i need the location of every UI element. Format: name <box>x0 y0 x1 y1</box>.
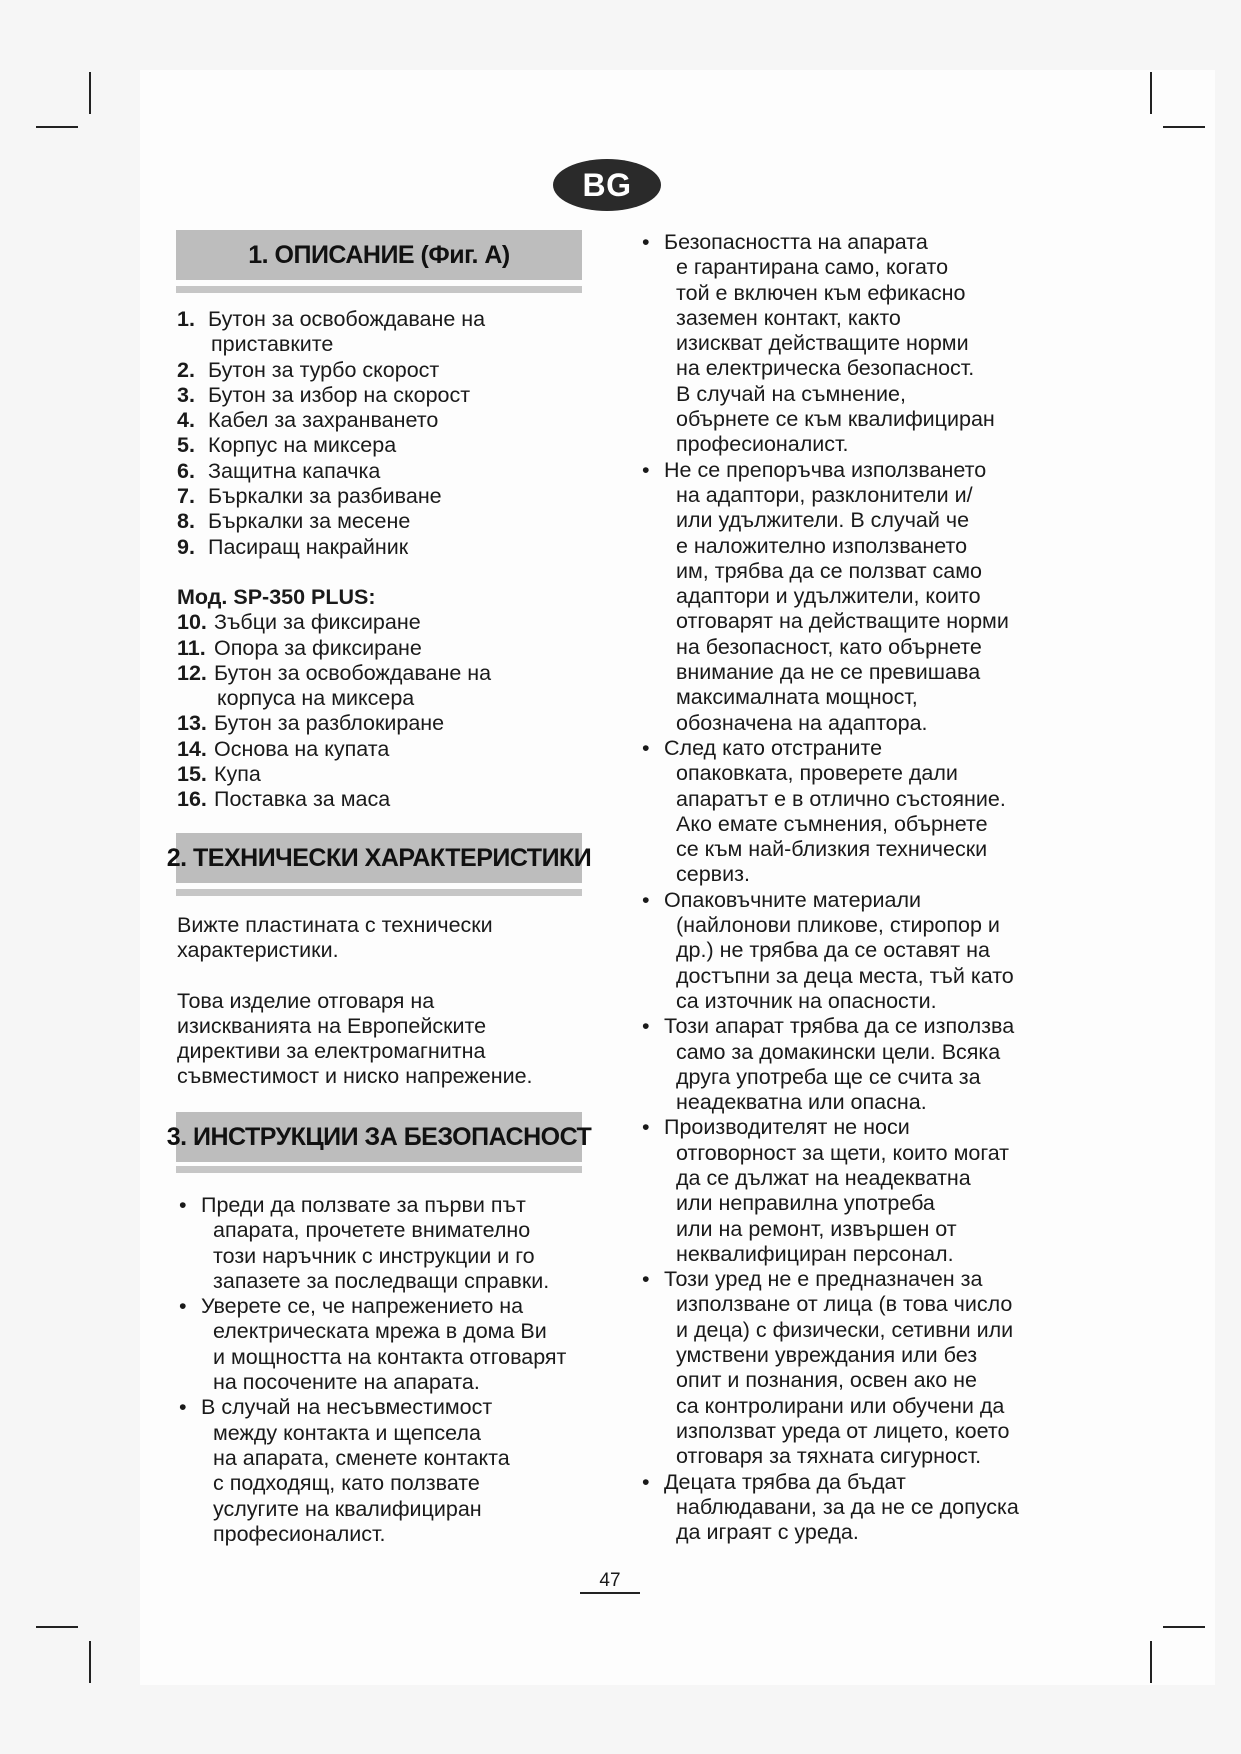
item-number: 9. <box>177 534 195 559</box>
bullet-item <box>640 1267 1080 1469</box>
item-number: 7. <box>177 484 195 509</box>
bullet-text: и деца) с физически, сетивни или <box>676 1317 1014 1342</box>
section-title: 2. ТЕХНИЧЕСКИ ХАРАКТЕРИСТИКИ <box>166 843 592 872</box>
item-text: Основа на купата <box>214 736 390 761</box>
item-text: Опора за фиксиране <box>214 635 422 660</box>
list-item <box>177 762 607 787</box>
item-text: Бутон за освобождаване на <box>208 307 486 331</box>
bullet-text: • Уверете се, че напрежението на <box>201 1294 524 1319</box>
item-text: корпуса на миксера <box>217 686 415 711</box>
model-parts-list <box>177 610 607 812</box>
bullet-text: на посочените на апарата. <box>213 1370 480 1395</box>
bullet-text: • Производителят не носи <box>664 1115 910 1140</box>
bullet-text: на електрическа безопасност. <box>676 356 975 381</box>
section-title: 1. ОПИСАНИЕ (Фиг. A) <box>248 240 510 269</box>
bullet-text: (найлонови пликове, стиропор и <box>676 913 1000 938</box>
bullet-text: • Този уред не е предназначен за <box>664 1267 983 1292</box>
bullet-text: да играят с уреда. <box>676 1520 859 1545</box>
bullet-text: само за домакински цели. Всяка <box>676 1039 1001 1064</box>
bullet-item <box>640 1115 1080 1267</box>
item-text: приставките <box>211 332 334 357</box>
item-number: 2. <box>177 357 195 382</box>
item-text: Купа <box>214 762 261 787</box>
bullet-text: използват уреда от лицето, което <box>676 1418 1010 1443</box>
crop-mark <box>1150 72 1152 114</box>
item-text: Пасиращ накрайник <box>208 534 409 559</box>
list-item <box>177 787 607 812</box>
item-number: 13. <box>177 711 207 736</box>
crop-mark <box>89 1641 91 1683</box>
bullet-text: отговорност за щети, които могат <box>676 1140 1010 1165</box>
bullet-text: изискват действащите норми <box>676 331 969 356</box>
item-number: 5. <box>177 433 195 458</box>
bullet-text: обозначена на адаптора. <box>676 710 928 735</box>
bullet-text: или неправилна употреба <box>676 1191 935 1216</box>
list-item <box>177 509 607 534</box>
bullet-item <box>640 888 1080 1014</box>
item-text: Защитна капачка <box>208 458 381 483</box>
safety-bullets-left <box>177 1193 607 1547</box>
item-number: 10. <box>177 610 207 635</box>
item-text: Бъркалки за разбиване <box>208 484 442 509</box>
item-text: Поставка за маса <box>214 787 391 812</box>
technical-paragraph-1: Вижте пластината с технически характеристики. <box>177 913 493 963</box>
bullet-text: този наръчник с инструкции и го <box>213 1243 535 1268</box>
bullet-text: им, трябва да се ползват само <box>676 558 982 583</box>
bullet-text: друга употреба ще се счита за <box>676 1064 981 1089</box>
section-divider <box>176 889 582 896</box>
bullet-text: внимание да не се превишава <box>676 660 981 685</box>
bullet-text: запазете за последващи справки. <box>213 1268 550 1293</box>
bullet-text: • Преди да ползвате за първи път <box>201 1193 526 1217</box>
bullet-text: неадекватна или опасна. <box>676 1090 927 1115</box>
bullet-text: опаковката, проверете дали <box>676 761 958 786</box>
bullet-text: е гарантирана само, когато <box>676 255 949 280</box>
section-title: 3. ИНСТРУКЦИИ ЗА БЕЗОПАСНОСТ <box>166 1122 592 1151</box>
crop-mark <box>1150 1641 1152 1683</box>
section-header-technical <box>166 833 592 883</box>
item-text: Бъркалки за месене <box>208 509 411 534</box>
language-badge: BG <box>553 159 661 211</box>
list-item <box>177 737 607 762</box>
item-text: Корпус на миксера <box>208 433 397 458</box>
bullet-text: апаратът е в отлично състояние. <box>676 786 1006 811</box>
bullet-text: умствени увреждания или без <box>676 1343 978 1368</box>
bullet-text: обърнете се към квалифициран <box>676 407 995 432</box>
bullet-text: адаптори и удължители, които <box>676 584 981 609</box>
list-item <box>177 535 607 560</box>
list-item <box>177 433 607 458</box>
list-item <box>177 383 607 408</box>
section-divider <box>176 286 582 293</box>
list-item <box>177 610 607 635</box>
bullet-text: сервиз. <box>676 862 750 887</box>
bullet-text: отговаря за тяхната сигурност. <box>676 1444 982 1469</box>
crop-mark <box>1163 126 1205 128</box>
item-number: 3. <box>177 382 195 407</box>
bullet-item <box>640 458 1080 736</box>
bullet-text: използване от лица (в това число <box>676 1292 1013 1317</box>
list-item <box>177 484 607 509</box>
bullet-text: неквалифициран персонал. <box>676 1241 954 1266</box>
technical-paragraph-2: Това изделие отговаря на изискванията на Европейските директиви за електромагнитна съвместимост и ниско напрежение. <box>177 988 533 1089</box>
bullet-text: професионалист. <box>213 1521 386 1546</box>
bullet-item <box>177 1294 607 1395</box>
bullet-text: на безопасност, като обърнете <box>676 634 982 659</box>
bullet-text: или на ремонт, извършен от <box>676 1216 957 1241</box>
bullet-item <box>177 1193 607 1294</box>
technical-text-block <box>177 913 607 1090</box>
item-text: Бутон за освобождаване на <box>214 660 492 685</box>
list-item <box>177 661 607 712</box>
crop-mark <box>1163 1626 1205 1628</box>
bullet-item <box>177 1395 607 1547</box>
item-text: Бутон за разблокиране <box>214 711 445 736</box>
bullet-text: се към най-близкия технически <box>676 837 988 862</box>
bullet-text: професионалист. <box>676 432 849 457</box>
list-item <box>177 358 607 383</box>
bullet-text: • Този апарат трябва да се използва <box>664 1014 1015 1039</box>
item-number: 8. <box>177 509 195 534</box>
bullet-text: • Безопасността на апарата <box>664 230 928 254</box>
item-text: Бутон за турбо скорост <box>208 357 440 382</box>
bullet-text: В случай на съмнение, <box>676 381 906 406</box>
crop-mark <box>36 1626 78 1628</box>
bullet-item <box>640 1470 1080 1546</box>
item-text: Кабел за захранването <box>208 408 439 433</box>
list-item <box>177 636 607 661</box>
bullet-text: са контролирани или обучени да <box>676 1393 1005 1418</box>
bullet-text: • Децата трябва да бъдат <box>664 1469 906 1494</box>
bullet-item <box>640 230 1080 458</box>
item-number: 15. <box>177 762 207 787</box>
item-number: 16. <box>177 787 207 812</box>
item-number: 12. <box>177 660 207 685</box>
bullet-text: • В случай на несъвместимост <box>201 1395 493 1420</box>
safety-right-column <box>640 230 1080 1545</box>
section-header-description <box>176 230 582 280</box>
bullet-text: да се дължат на неадекватна <box>676 1165 971 1190</box>
parts-list <box>177 307 607 560</box>
bullet-text: наблюдавани, за да не се допуска <box>676 1494 1019 1519</box>
bullet-text: на апарата, сменете контакта <box>213 1445 510 1470</box>
list-item <box>177 307 607 358</box>
bullet-text: на адаптори, разклонители и/ <box>676 482 973 507</box>
section-header-safety <box>166 1112 592 1162</box>
item-text: Бутон за избор на скорост <box>208 382 471 407</box>
bullet-text: услугите на квалифициран <box>213 1496 482 1521</box>
bullet-text: Ако емате съмнения, обърнете <box>676 811 988 836</box>
bullet-text: с подходящ, като ползвате <box>213 1471 480 1496</box>
bullet-text: са източник на опасности. <box>676 988 937 1013</box>
bullet-text: е наложително използването <box>676 533 968 558</box>
bullet-text: между контакта и щепсела <box>213 1420 481 1445</box>
model-heading: Мод. SP-350 PLUS: <box>177 584 376 609</box>
bullet-text: или удължители. В случай че <box>676 508 970 533</box>
bullet-text: и мощността на контакта отговарят <box>213 1344 567 1369</box>
bullet-text: • След като отстраните <box>664 735 883 760</box>
bullet-text: електрическата мрежа в дома Ви <box>213 1319 547 1344</box>
bullet-text: • Опаковъчните материали <box>664 887 922 912</box>
list-item <box>177 459 607 484</box>
item-number: 11. <box>177 635 206 660</box>
section-divider <box>176 1166 582 1173</box>
bullet-text: достъпни за деца места, тъй като <box>676 963 1014 988</box>
item-text: Зъбци за фиксиране <box>214 610 421 635</box>
bullet-item <box>640 1014 1080 1115</box>
bullet-text: апарата, прочетете внимателно <box>213 1218 531 1243</box>
bullet-text: заземен контакт, както <box>676 305 901 330</box>
bullet-text: максималната мощност, <box>676 685 918 710</box>
page-number: 47 <box>580 1570 640 1594</box>
bullet-text: • Не се препоръчва използването <box>664 457 987 482</box>
item-number: 1. <box>177 307 195 331</box>
safety-left-column <box>177 1193 607 1547</box>
list-item <box>177 711 607 736</box>
crop-mark <box>89 72 91 114</box>
bullet-text: отговарят на действащите норми <box>676 609 1009 634</box>
description-list-block <box>177 307 607 813</box>
list-item <box>177 408 607 433</box>
bullet-item <box>640 736 1080 888</box>
bullet-text: опит и познания, освен ако не <box>676 1368 977 1393</box>
bullet-text: др.) не трябва да се оставят на <box>676 938 990 963</box>
item-number: 4. <box>177 408 195 433</box>
item-number: 14. <box>177 736 207 761</box>
item-number: 6. <box>177 458 195 483</box>
safety-bullets-right <box>640 230 1080 1545</box>
bullet-text: той е включен към ефикасно <box>676 280 966 305</box>
crop-mark <box>36 126 78 128</box>
